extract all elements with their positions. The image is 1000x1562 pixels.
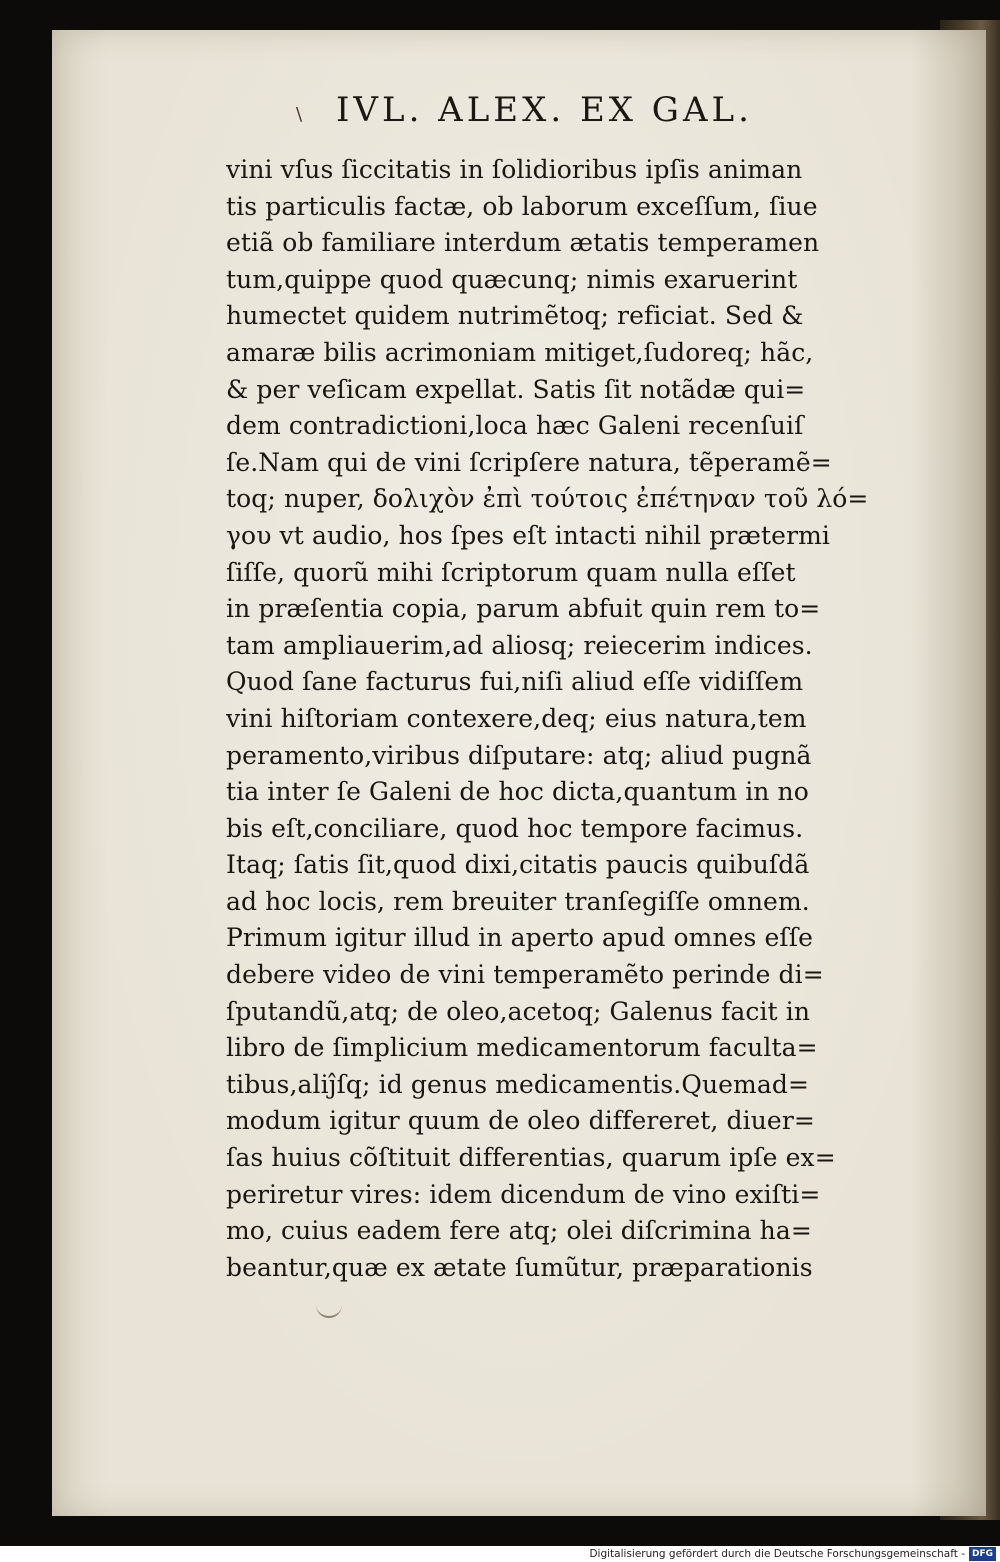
text-line: ſe.Nam qui de vini ſcripſere natura, tẽperamẽ=	[226, 447, 832, 477]
text-line: etiã ob familiare interdum ætatis temperamen	[226, 228, 820, 258]
text-line: beantur,quæ ex ætate ſumũtur, præparationis	[226, 1252, 813, 1282]
body-text	[226, 152, 906, 1286]
text-line: ſas huius cõſtituit differentias, quarum ipſe ex=	[226, 1143, 836, 1173]
footer-credit	[589, 1546, 996, 1562]
text-line: & per veſicam expellat. Satis ſit notãdæ qui=	[226, 374, 806, 404]
text-line: tis particulis factæ, ob laborum exceſſum, ſiue	[226, 191, 818, 221]
text-line: bis eſt,conciliare, quod hoc tempore facimus.	[226, 813, 804, 843]
text-line: Primum igitur illud in aperto apud omnes eſſe	[226, 923, 814, 953]
text-line: ſiſſe, quorũ mihi ſcriptorum quam nulla eſſet	[226, 557, 796, 587]
text-line: vini vſus ſiccitatis in ſolidioribus ipſis animan	[226, 155, 803, 184]
text-line: Quod ſane facturus fui,niſi aliud eſſe vidiſſem	[226, 667, 804, 697]
head-ornament: \	[296, 104, 303, 125]
dfg-logo: DFG	[969, 1547, 996, 1561]
text-line: ſputandũ,atq; de oleo,acetoq; Galenus facit in	[226, 996, 811, 1026]
text-line: tam ampliauerim,ad aliosq; reiecerim indices.	[226, 630, 813, 660]
text-line: humectet quidem nutrimẽtoq; reficiat. Sed &	[226, 301, 804, 331]
text-line: amaræ bilis acrimoniam mitiget,ſudoreq; hãc,	[226, 337, 814, 367]
text-line: debere video de vini temperamẽto perinde di=	[226, 960, 824, 990]
text-line: peramento,viribus diſputare: atq; aliud pugnã	[226, 740, 812, 770]
text-line: toq; nuper, δολιχὸν ἐπὶ τούτοις ἐπέτηναν τοῦ λό=	[226, 484, 869, 514]
text-line: mo, cuius eadem fere atq; olei diſcrimina ha=	[226, 1216, 812, 1246]
text-line: in præſentia copia, parum abfuit quin rem to=	[226, 594, 821, 624]
text-line: tia inter ſe Galeni de hoc dicta,quantum in no	[226, 777, 809, 807]
text-line: Itaq; ſatis ſit,quod dixi,citatis paucis quibuſdã	[226, 850, 810, 880]
text-line: periretur vires: idem dicendum de vino exiſti=	[226, 1179, 821, 1209]
footer-credit-text: Digitalisierung gefördert durch die Deutsche Forschungsgemeinschaft -	[589, 1548, 965, 1560]
text-line: libro de ſimplicium medicamentorum faculta=	[226, 1033, 818, 1063]
text-line: dem contradictioni,loca hæc Galeni recenſuiſ	[226, 411, 804, 441]
running-head: IVL. ALEX. EX GAL.	[336, 90, 753, 130]
text-line: tum,quippe quod quæcunq; nimis exaruerint	[226, 264, 798, 294]
text-line: tibus,aliĵſq; id genus medicamentis.Quemad=	[226, 1069, 809, 1099]
text-line: γου vt audio, hos ſpes eſt intacti nihil prætermi	[226, 520, 831, 550]
text-line: ad hoc locis, rem breuiter tranſegiſſe omnem.	[226, 886, 810, 916]
text-line: modum igitur quum de oleo differeret, diuer=	[226, 1106, 815, 1136]
text-line: vini hiſtoriam contexere,deq; eius natura,tem	[226, 703, 807, 733]
